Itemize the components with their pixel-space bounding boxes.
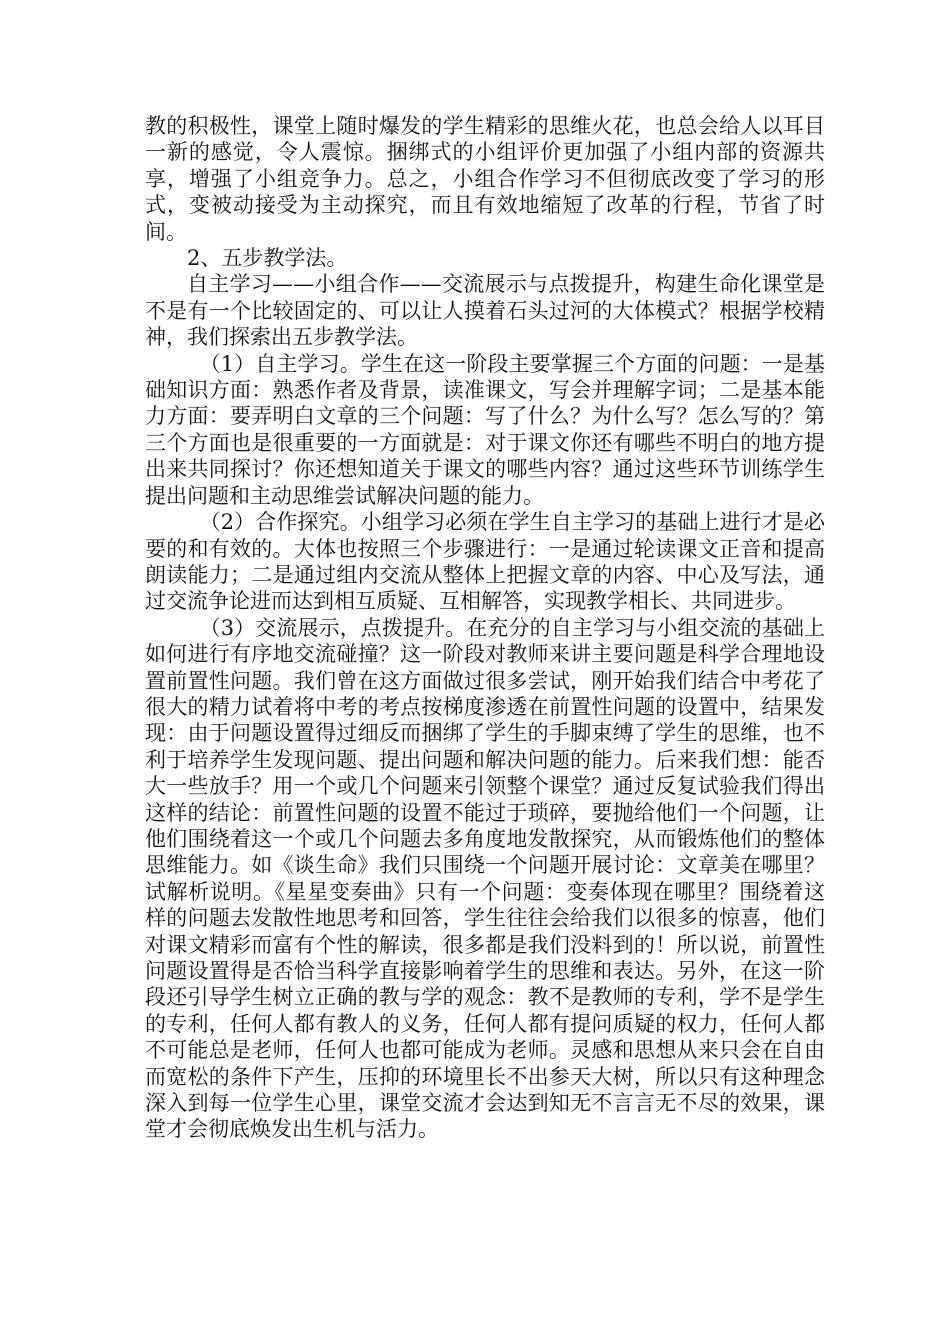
paragraph-intro-five-step: 自主学习——小组合作——交流展示与点拨提升，构建生命化课堂是不是有一个比较固定的、可以让人摸着石头过河的大体模式？根据学校精神，我们探索出五步教学法。 (145, 272, 825, 350)
document-body (145, 113, 825, 1143)
paragraph-continuation: 教的积极性，课堂上随时爆发的学生精彩的思维火花，也总会给人以耳目一新的感觉，令人震惊。捆绑式的小组评价更加强了小组内部的资源共享，增强了小组竞争力。总之，小组合作学习不但彻底改变了学习的形式，变被动接受为主动探究，而且有效地缩短了改革的行程，节省了时间。 (145, 114, 825, 244)
paragraph-step-3-exchange: （3）交流展示，点拨提升。在充分的自主学习与小组交流的基础上如何进行有序地交流碰撞？这一阶段对教师来讲主要问题是科学合理地设置前置性问题。我们曾在这方面做过很多尝试，刚开始我们结合中考花了很大的精力试着将中考的考点按梯度渗透在前置性问题的设置中，结果发现：由于问题设置得过细反而捆绑了学生的手脚束缚了学生的思维，也不利于培养学生发现问题、提出问题和解决问题的能力。后来我们想：能否大一些放手？用一个或几个问题来引领整个课堂？通过反复试验我们得出这样的结论：前置性问题的设置不能过于琐碎，要抛给他们一个问题，让他们围绕着这一个或几个问题去多角度地发散探究，从而锻炼他们的整体思维能力。如《谈生命》我们只围绕一个问题开展讨论：文章美在哪里？试解析说明。《星星变奏曲》只有一个问题：变奏体现在哪里？围绕着这样的问题去发散性地思考和回答，学生往往会给我们以很多的惊喜，他们对课文精彩而富有个性的解读，很多都是我们没料到的！所以说，前置性问题设置得是否恰当科学直接影响着学生的思维和表达。另外，在这一阶段还引导学生树立正确的教与学的观念：教不是教师的专利，学不是学生的专利，任何人都有教人的义务，任何人都有提问质疑的权力，任何人都不可能总是老师，任何人也都可能成为老师。灵感和思想从来只会在自由而宽松的条件下产生，压抑的环境里长不出参天大树，所以只有这种理念深入到每一位学生心里，课堂交流才会达到知无不言言无不尽的效果，课堂才会彻底焕发出生机与活力。 (145, 615, 825, 1142)
paragraph-step-2-cooperation: （2）合作探究。小组学习必须在学生自主学习的基础上进行才是必要的和有效的。大体也按照三个步骤进行：一是通过轮读课文正音和提高朗读能力；二是通过组内交流从整体上把握文章的内容、中心及写法，通过交流争论进而达到相互质疑、互相解答，实现教学相长、共同进步。 (145, 510, 825, 614)
section-heading-five-step-method: 2、五步教学法。 (187, 246, 348, 271)
paragraph-step-1-self-study: （1）自主学习。学生在这一阶段主要掌握三个方面的问题：一是基础知识方面：熟悉作者及背景，读准课文，写会并理解字词；二是基本能力方面：要弄明白文章的三个问题：写了什么？为什么写？怎么写的？第三个方面也是很重要的一方面就是：对于课文你还有哪些不明白的地方提出来共同探讨？你还想知道关于课文的哪些内容？通过这些环节训练学生提出问题和主动思维尝试解决问题的能力。 (145, 351, 825, 508)
